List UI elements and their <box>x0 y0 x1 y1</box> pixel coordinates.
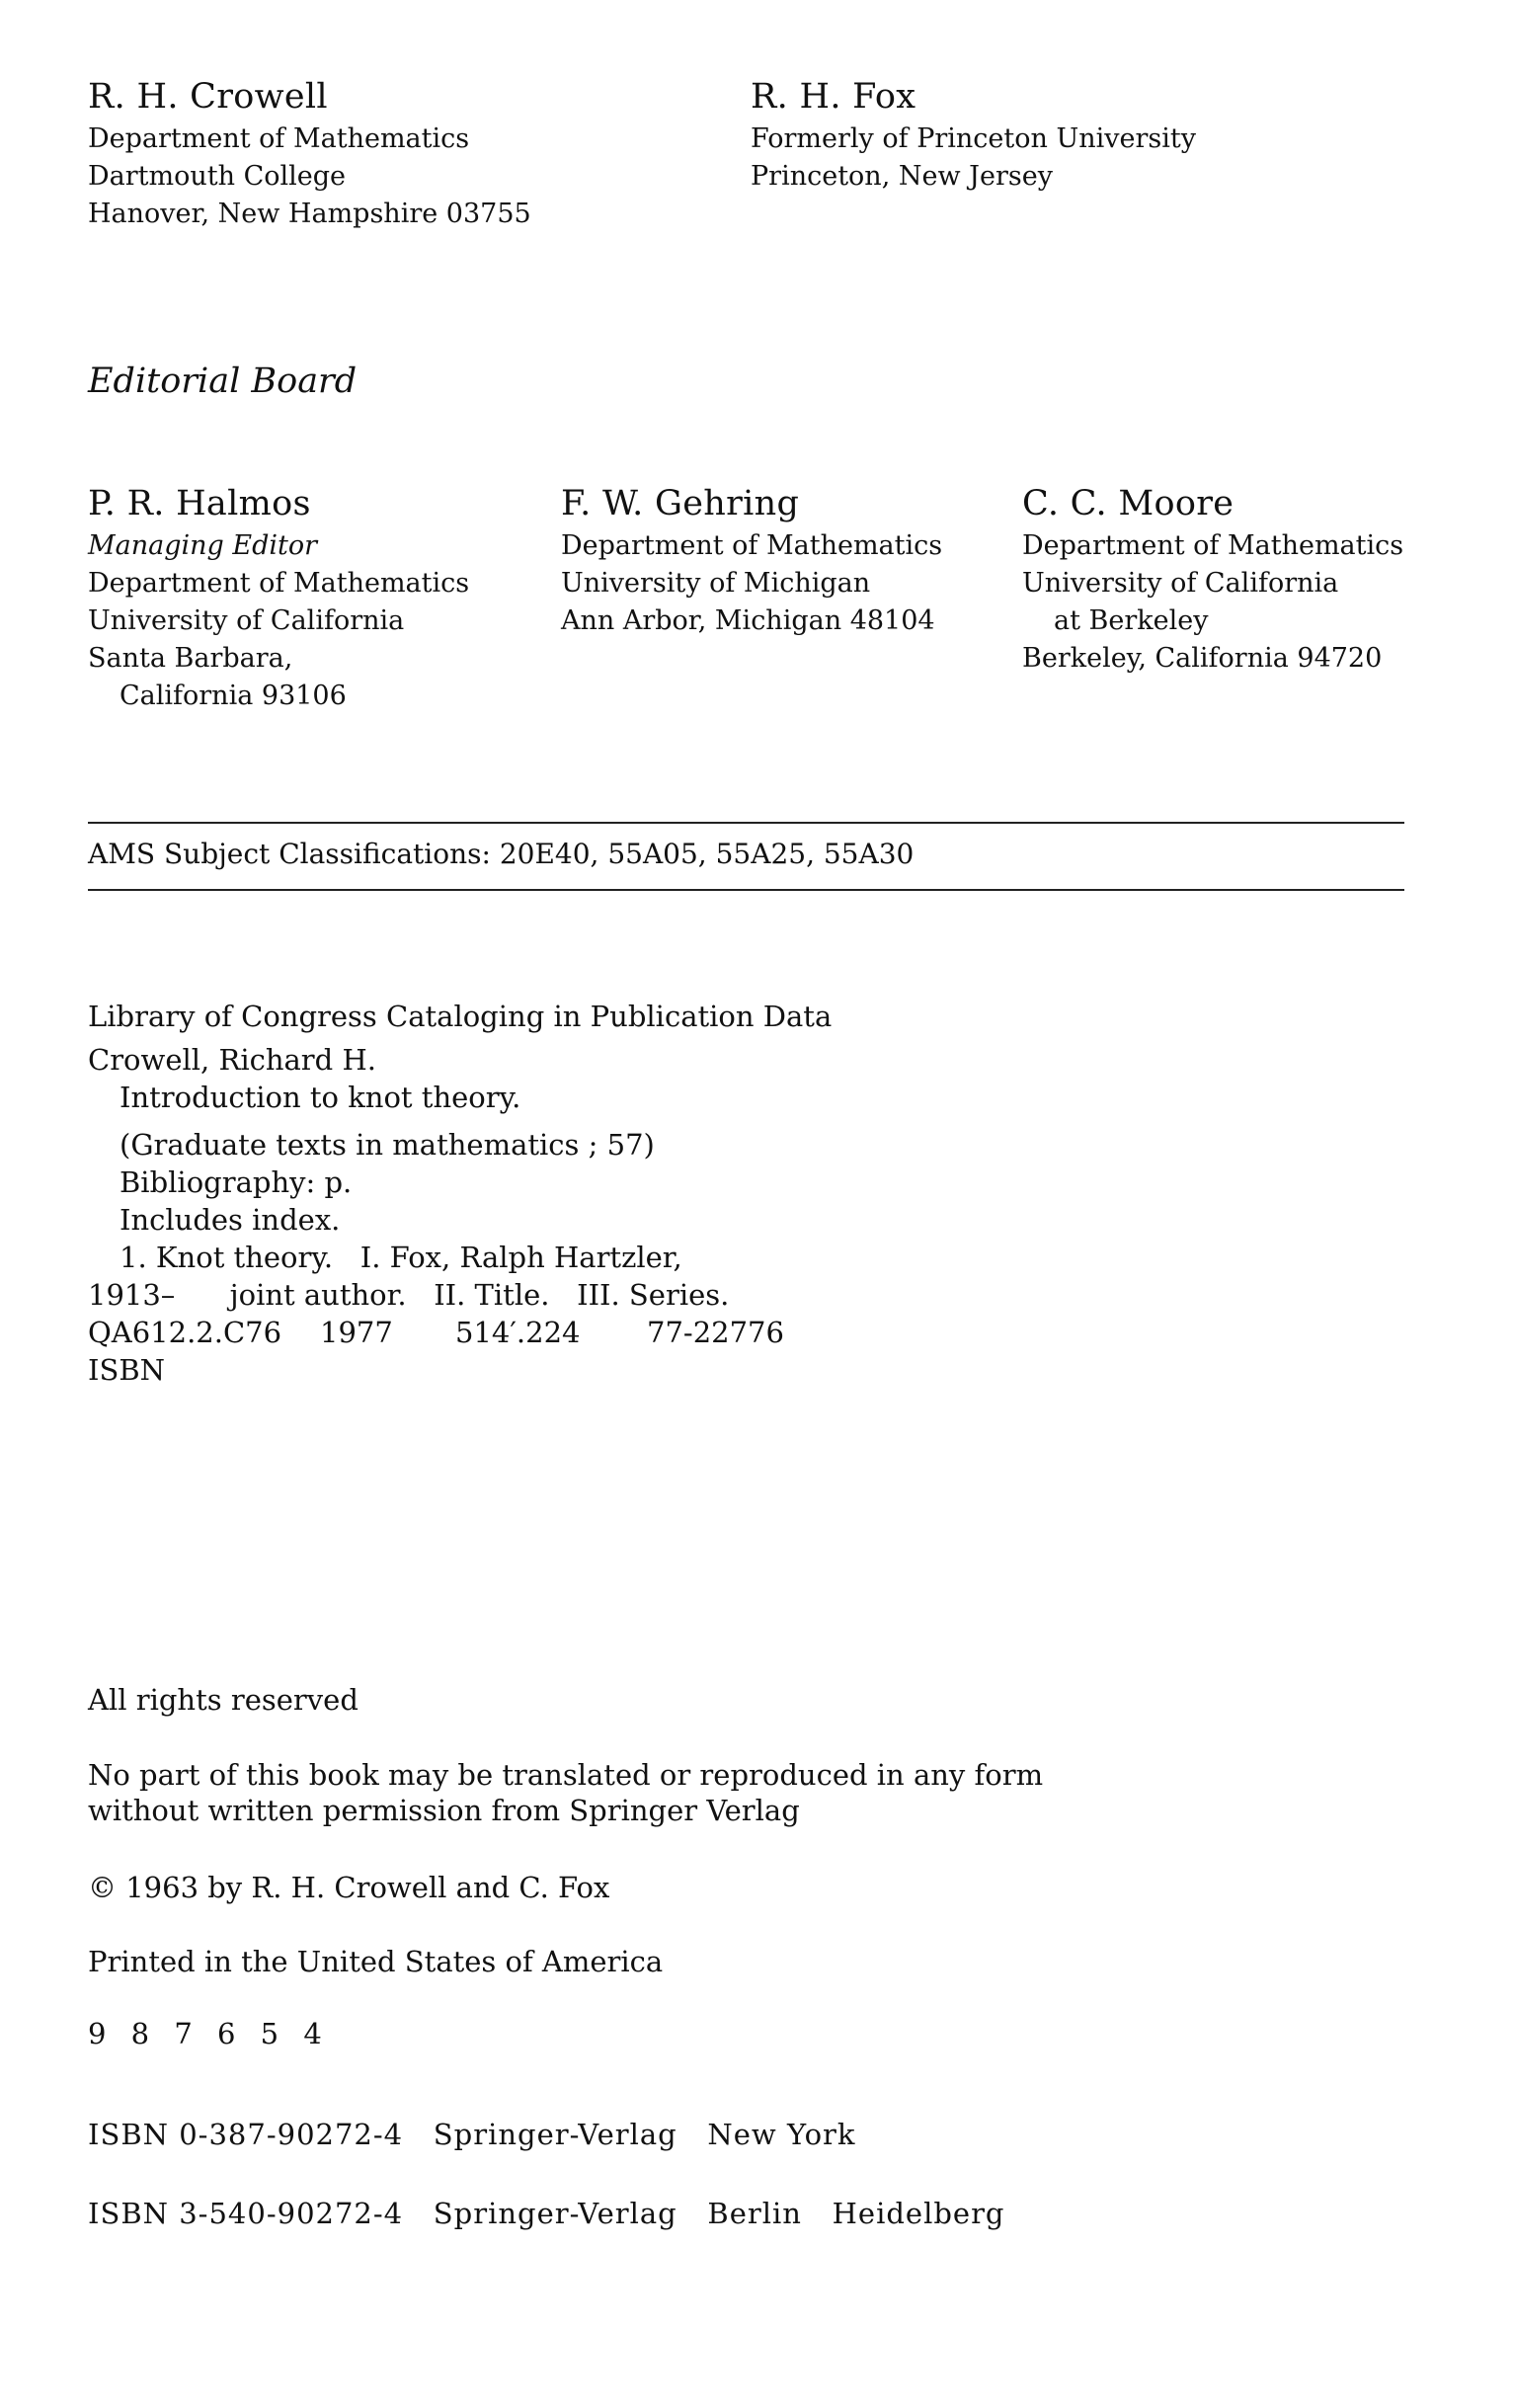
author-address-line: Hanover, New Hampshire 03755 <box>88 199 531 229</box>
cip-year: 1977 <box>320 1316 393 1349</box>
editor-moore-block <box>1022 484 1403 678</box>
isbn-berlin: ISBN 3-540-90272-4 Springer-Verlag Berlin Heidelberg <box>88 2197 1005 2230</box>
editor-address-line: Department of Mathematics <box>561 530 943 561</box>
copyright-line: © 1963 by R. H. Crowell and C. Fox <box>88 1871 610 1904</box>
editor-halmos-block <box>88 484 469 715</box>
cip-lccn: 77-22776 <box>647 1316 784 1349</box>
editorial-board-heading: Editorial Board <box>88 361 358 401</box>
top-rule <box>88 822 1404 824</box>
editor-gehring-block <box>561 484 942 640</box>
cip-isbn: ISBN <box>88 1353 166 1387</box>
editor-address-line: University of Michigan <box>561 568 871 599</box>
editor-name: F. W. Gehring <box>561 484 800 523</box>
editor-address-line: Department of Mathematics <box>1022 530 1404 561</box>
cip-heading: Library of Congress Cataloging in Publication Data <box>88 1000 833 1033</box>
printing-number: 9 8 7 6 5 4 <box>88 2017 330 2050</box>
bottom-rule <box>88 889 1404 891</box>
editor-address-line: at Berkeley <box>1054 605 1209 636</box>
author-address-line: Princeton, New Jersey <box>751 161 1053 192</box>
author-crowell-block <box>88 77 531 233</box>
editor-role: Managing Editor <box>88 530 318 561</box>
editor-address-line: University of California <box>88 605 405 636</box>
printed-in: Printed in the United States of America <box>88 1945 664 1978</box>
cip-subjects-continued: 1913– joint author. II. Title. III. Series. <box>88 1278 730 1312</box>
ams-classifications: AMS Subject Classifications: 20E40, 55A05, 55A25, 55A30 <box>88 838 915 870</box>
author-name: R. H. Fox <box>751 77 916 117</box>
editor-name: P. R. Halmos <box>88 484 311 523</box>
rights-notice-line: No part of this book may be translated or reproduced in any form <box>88 1758 1044 1792</box>
cip-title: Introduction to knot theory. <box>119 1081 521 1114</box>
rights-reserved: All rights reserved <box>88 1683 358 1717</box>
editor-address-line: Department of Mathematics <box>88 568 470 599</box>
author-name: R. H. Crowell <box>88 77 328 117</box>
cip-author: Crowell, Richard H. <box>88 1043 376 1077</box>
cip-call-line <box>88 1314 832 1351</box>
editor-name: C. C. Moore <box>1022 484 1234 523</box>
editor-address-line: California 93106 <box>119 681 347 711</box>
cip-block <box>88 998 832 1389</box>
author-address-line: Formerly of Princeton University <box>751 123 1196 154</box>
cip-bibliography: Bibliography: p. <box>119 1165 353 1199</box>
rights-notice-line: without written permission from Springer Verlag <box>88 1794 800 1827</box>
author-address-line: Dartmouth College <box>88 161 346 192</box>
editor-address-line: Santa Barbara, <box>88 643 293 674</box>
author-fox-block <box>751 77 1196 196</box>
cip-series: (Graduate texts in mathematics ; 57) <box>119 1128 655 1162</box>
isbn-new-york: ISBN 0-387-90272-4 Springer-Verlag New York <box>88 2118 856 2151</box>
cip-dewey: 514′.224 <box>455 1316 581 1349</box>
editor-address-line: Berkeley, California 94720 <box>1022 643 1383 674</box>
cip-call-number: QA612.2.C76 <box>88 1316 282 1349</box>
editor-address-line: University of California <box>1022 568 1339 599</box>
cip-index: Includes index. <box>119 1203 341 1237</box>
editor-address-line: Ann Arbor, Michigan 48104 <box>561 605 935 636</box>
author-address-line: Department of Mathematics <box>88 123 470 154</box>
cip-subjects: 1. Knot theory. I. Fox, Ralph Hartzler, <box>119 1241 682 1274</box>
